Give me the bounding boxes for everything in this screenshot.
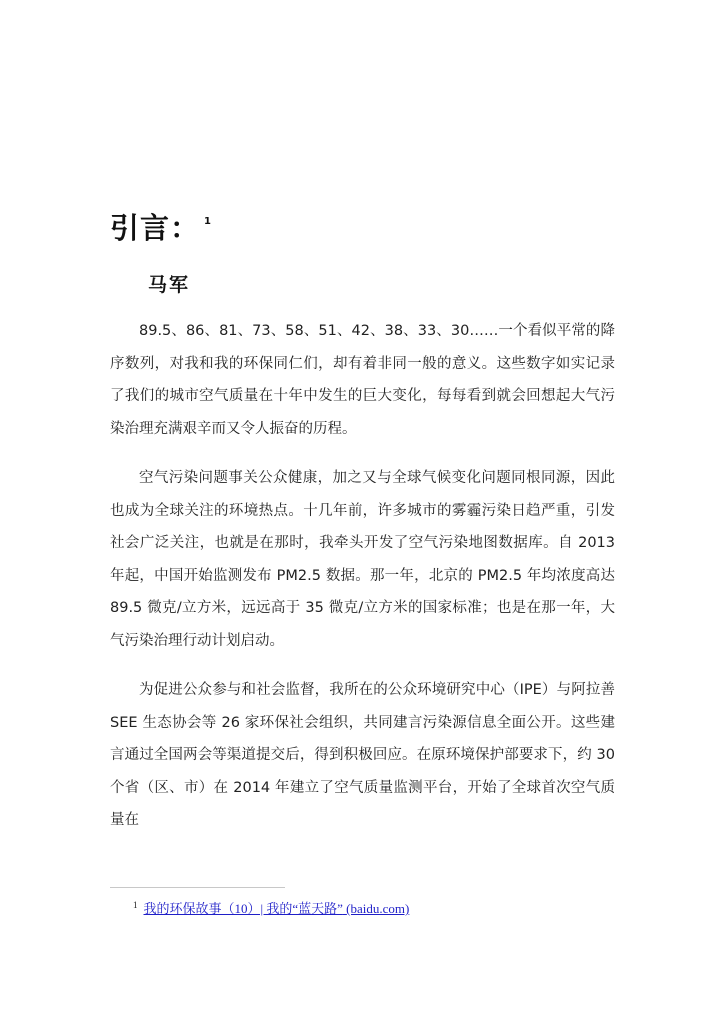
footnote [133, 898, 409, 917]
footnote-separator [110, 887, 285, 888]
section-heading [110, 200, 212, 250]
footnote-link-text: 我的环保故事（10）| 我的“蓝天路” [143, 901, 343, 916]
author-name: 马军 [148, 274, 191, 296]
paragraph: 89.5、86、81、73、58、51、42、38、33、30……一个看似平常的降序数列，对我和我的环保同仁们，却有着非同一般的意义。这些数字如实记录了我们的城市空气质量在十年中发生的巨大变化，每每看到就会回想起大气污染治理充满艰辛而又令人振奋的历程。 [110, 323, 615, 437]
paragraph: 为促进公众参与和社会监督，我所在的公众环境研究中心（IPE）与阿拉善 SEE 生态协会等 26 家环保社会组织，共同建言污染源信息全面公开。这些建言通过全国两会等渠道提交后，得到积极回应。在原环境保护部要求下，约 30 个省（区、市）在 2014 年建立了空气质量监测平台，开始了全球首次空气质量在 [110, 682, 615, 828]
paragraph: 空气污染问题事关公众健康，加之又与全球气候变化问题同根同源，因此也成为全球关注的环境热点。十几年前，许多城市的雾霾污染日趋严重，引发社会广泛关注，也就是在那时，我牵头开发了空气污染地图数据库。自 2013 年起，中国开始监测发布 PM2.5 数据。那一年，北京的 PM2.5 年均浓度高达 89.5 微克/立方米，远远高于 35 微克/立方米的国家标准；也是在那一年，大气污染治理行动计划启动。 [110, 470, 615, 649]
footnote-reference[interactable]: 1 [204, 216, 212, 227]
footnote-source: (baidu.com) [346, 901, 410, 916]
body-text [110, 315, 615, 854]
footnote-number: 1 [133, 900, 138, 910]
heading-title: 引言： [110, 211, 201, 245]
footnote-link[interactable] [144, 901, 410, 916]
